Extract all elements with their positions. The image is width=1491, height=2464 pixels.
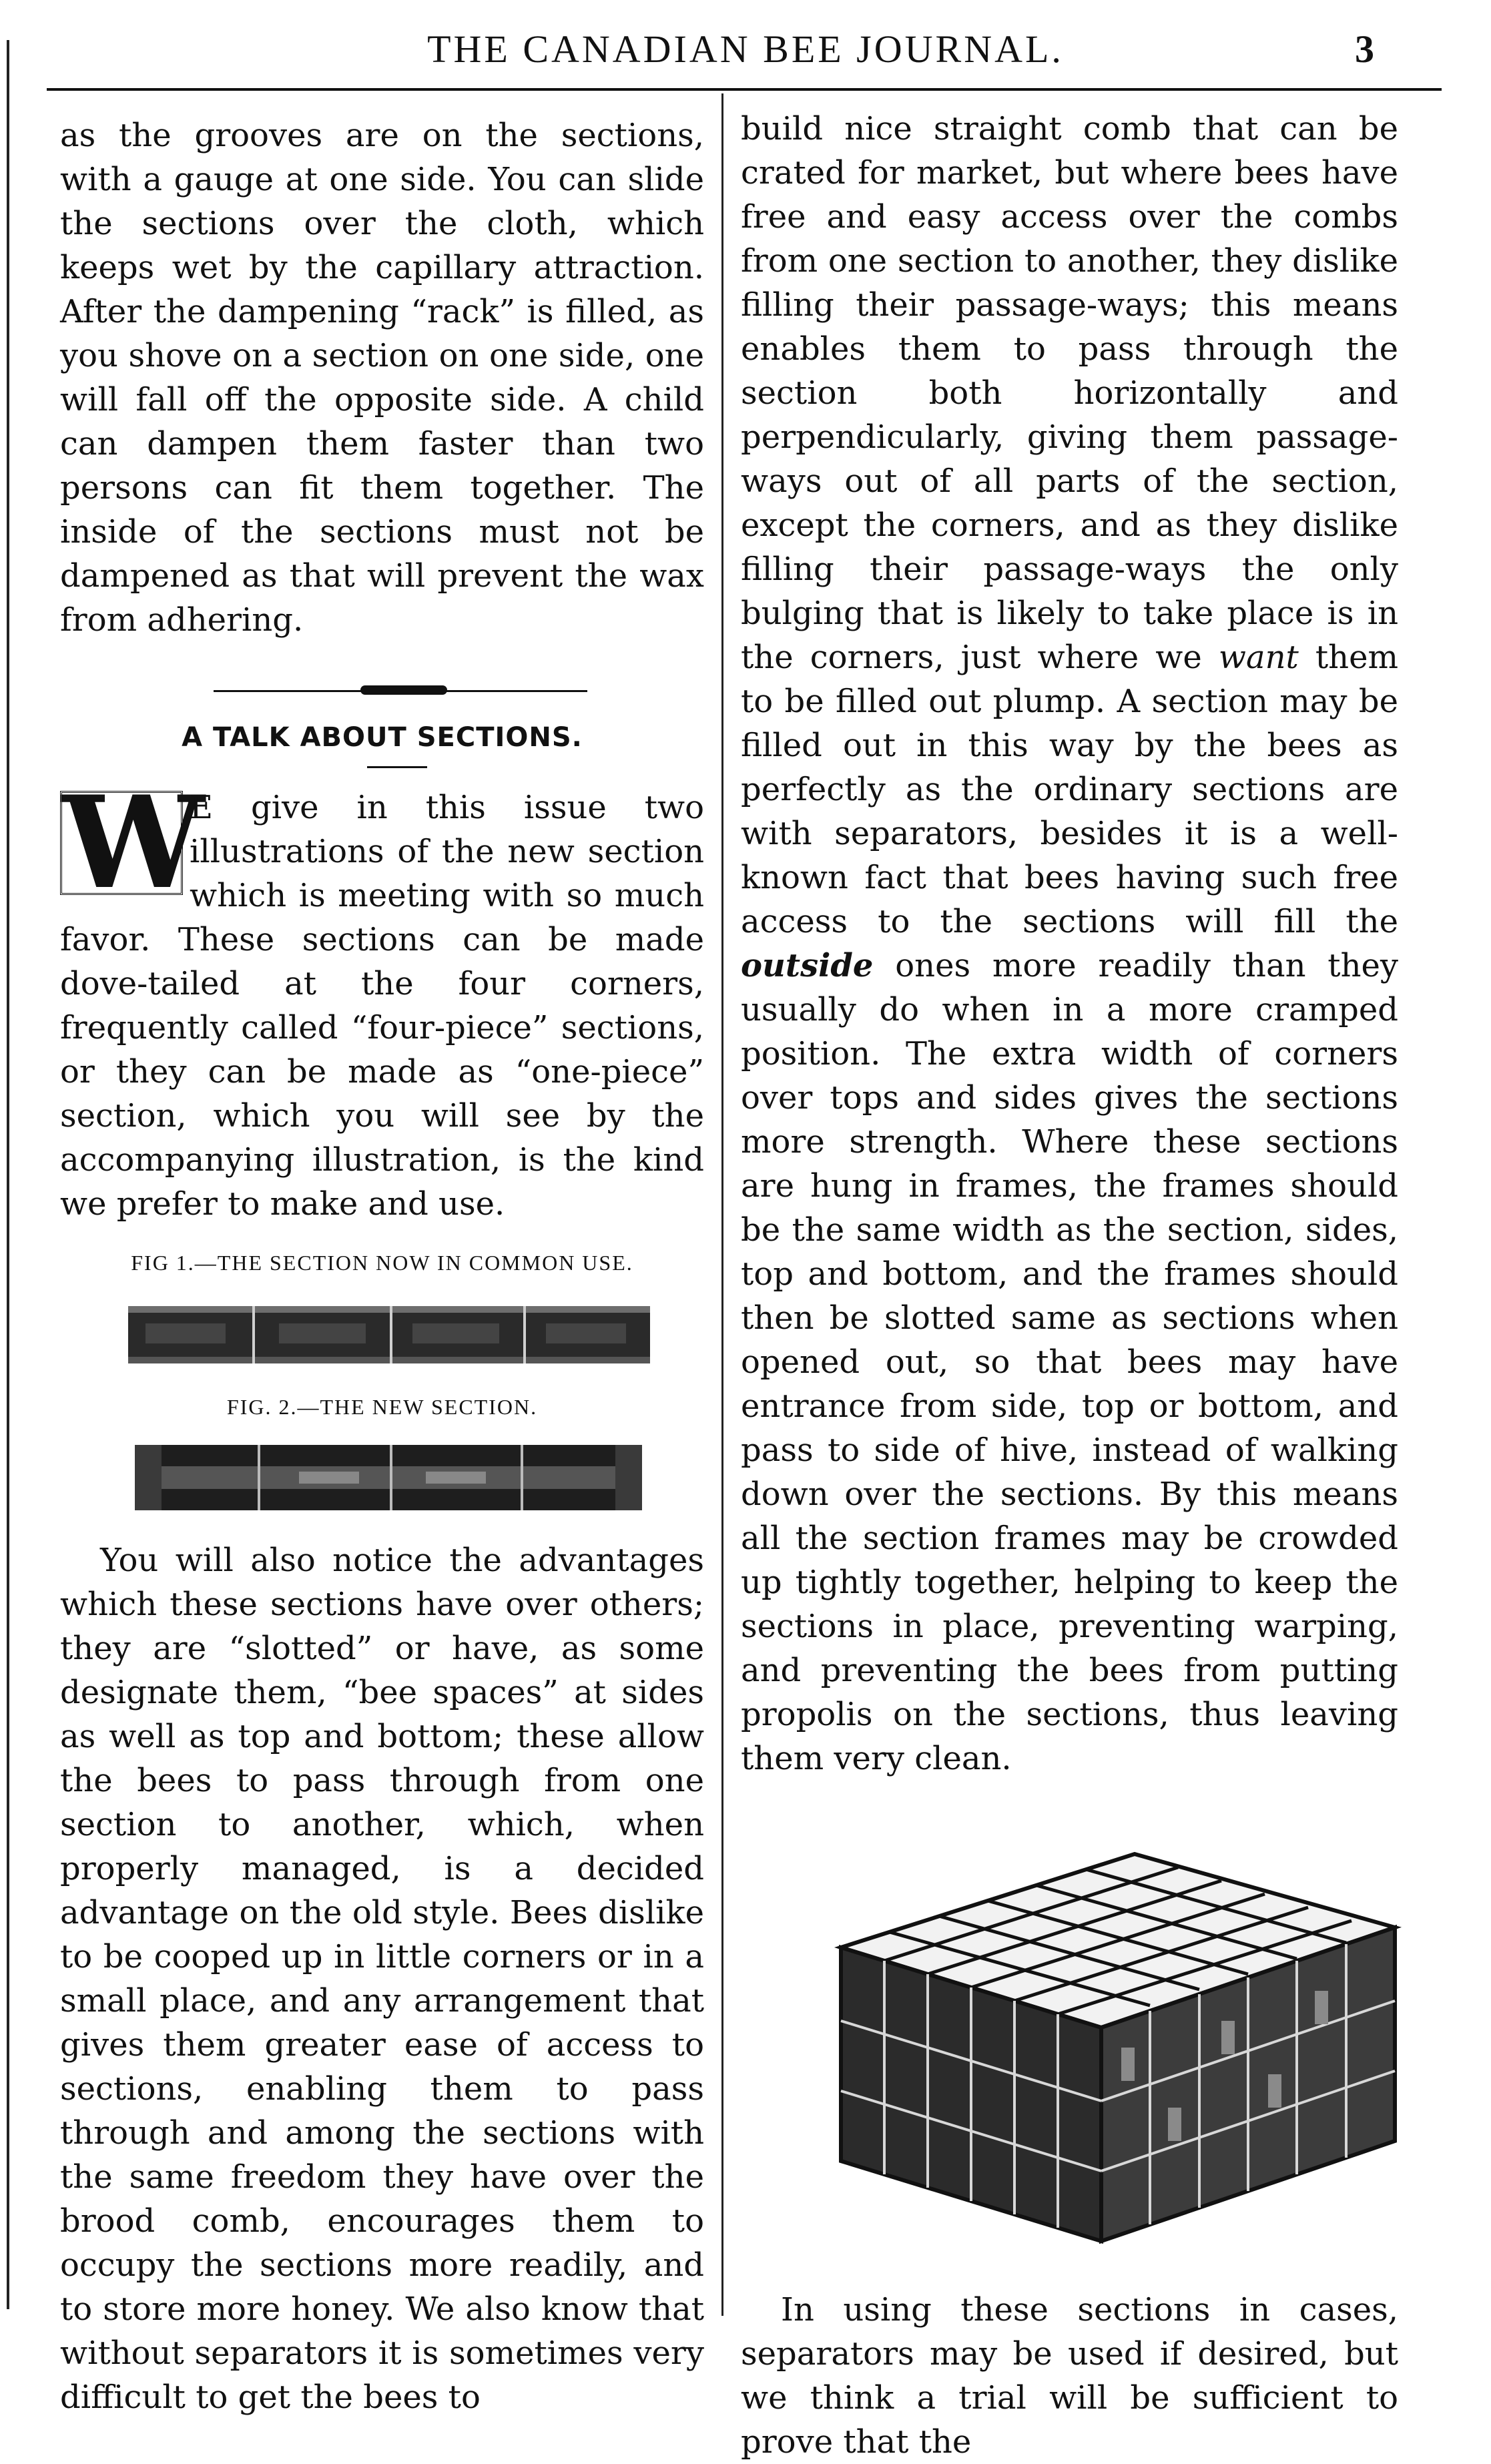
sections-case-illustration bbox=[821, 1827, 1408, 2261]
left-column bbox=[60, 113, 704, 2419]
drop-cap: W bbox=[60, 791, 183, 895]
emphasis-want: want bbox=[1218, 639, 1299, 676]
article-heading: A TALK ABOUT SECTIONS. bbox=[182, 722, 583, 753]
column-divider bbox=[721, 93, 723, 2316]
cases-paragraph: In using these sections in cases, separators may be used if desired, but we think a trial will be sufficient to prove that the bbox=[741, 2291, 1398, 2461]
right-column bbox=[741, 107, 1398, 2464]
fig2-section-image bbox=[125, 1441, 653, 1514]
ornament-knot bbox=[360, 685, 447, 695]
running-title: THE CANADIAN BEE JOURNAL. bbox=[427, 27, 1064, 71]
stacked-sections-image bbox=[821, 1827, 1408, 2261]
para-main-3: ones more readily than they usually do when in a more cramped position. The extra width of corners over tops and sides gives the sections more strength. Where these sections are hung in frames, the frames should be the same width as the section, sides, top and bottom, and the frames should then be slotted same as sections when opened out, so that bees may have entrance from side, top or bottom, and pass to side of hive, instead of walking down over the sections. By this means all the section frames may be crowded up tightly together, helping to keep the sections in place, preventing warping, and preventing the bees from putting propolis on the sections, thus leaving them very clean. bbox=[741, 947, 1398, 1777]
fig2-caption: FIG. 2.—THE NEW SECTION. bbox=[226, 1395, 538, 1419]
new-section-illustration bbox=[125, 1441, 653, 1514]
intro-text: E give in this issue two illustrations of the new section which is meeting with so much favor. These sections can be made dove-tailed at the four corners, frequently called “four-piece” sections, or they can be made as “one-piece” section, which you will see by the accompanying illustration, is the kind we prefer to make and use. bbox=[60, 789, 704, 1223]
common-section-illustration bbox=[125, 1297, 653, 1370]
ornamental-rule bbox=[214, 690, 587, 695]
intro-paragraph bbox=[60, 768, 704, 1226]
emphasis-outside: outside bbox=[741, 947, 874, 984]
para-main-2: them to be filled out plump. A section may be filled out in this way by the bees as perfectly as the ordinary sections are with separators, besides it is a well-known fact that bees having such free access to the sections will fill the bbox=[741, 639, 1399, 940]
page-edge-rule bbox=[7, 40, 9, 2309]
continued-paragraph: as the grooves are on the sections, with a gauge at one side. You can slide the sections over the cloth, which keeps wet by the capillary attraction. After the dampening “rack” is filled, as you shove on a section on one side, one will fall off the opposite side. A child can dampen them faster than two persons can fit them together. The inside of the sections must not be dampened as that will prevent the wax from adhering. bbox=[60, 117, 704, 639]
page-number: 3 bbox=[1355, 27, 1374, 71]
fig1-section-image bbox=[125, 1297, 653, 1370]
header-rule bbox=[47, 88, 1442, 91]
advantages-paragraph: You will also notice the advantages which these sections have over others; they are “slotted” or have, as some designate them, “bee spaces” at sides as well as top and bottom; these allow the bees to pass through from one section to another, which, when properly managed, is a decided advantage on the old style. Bees dislike to be cooped up in little corners or in a small place, and any arrangement that gives them greater ease of access to sections, enabling them to pass through and among the sections with the same freedom they have over the brood comb, encourages them to occupy the sections more readily, and to store more honey. We also know that without separators it is sometimes very difficult to get the bees to bbox=[60, 1542, 704, 2416]
heading-rule bbox=[367, 766, 427, 768]
fig1-caption: FIG 1.—THE SECTION NOW IN COMMON USE. bbox=[131, 1251, 633, 1275]
para-main-1: build nice straight comb that can be crated for market, but where bees have free and easy access over the combs from one section to another, they dislike filling their passage-ways; this means enables them to pass through the section both horizontally and perpendicularly, giving them passage-ways out of all parts of the section, except the corners, and as they dislike filling their passage-ways the only bulging that is likely to take place is in the corners, just where we bbox=[741, 110, 1398, 676]
continued-paragraph-right bbox=[741, 107, 1398, 1781]
